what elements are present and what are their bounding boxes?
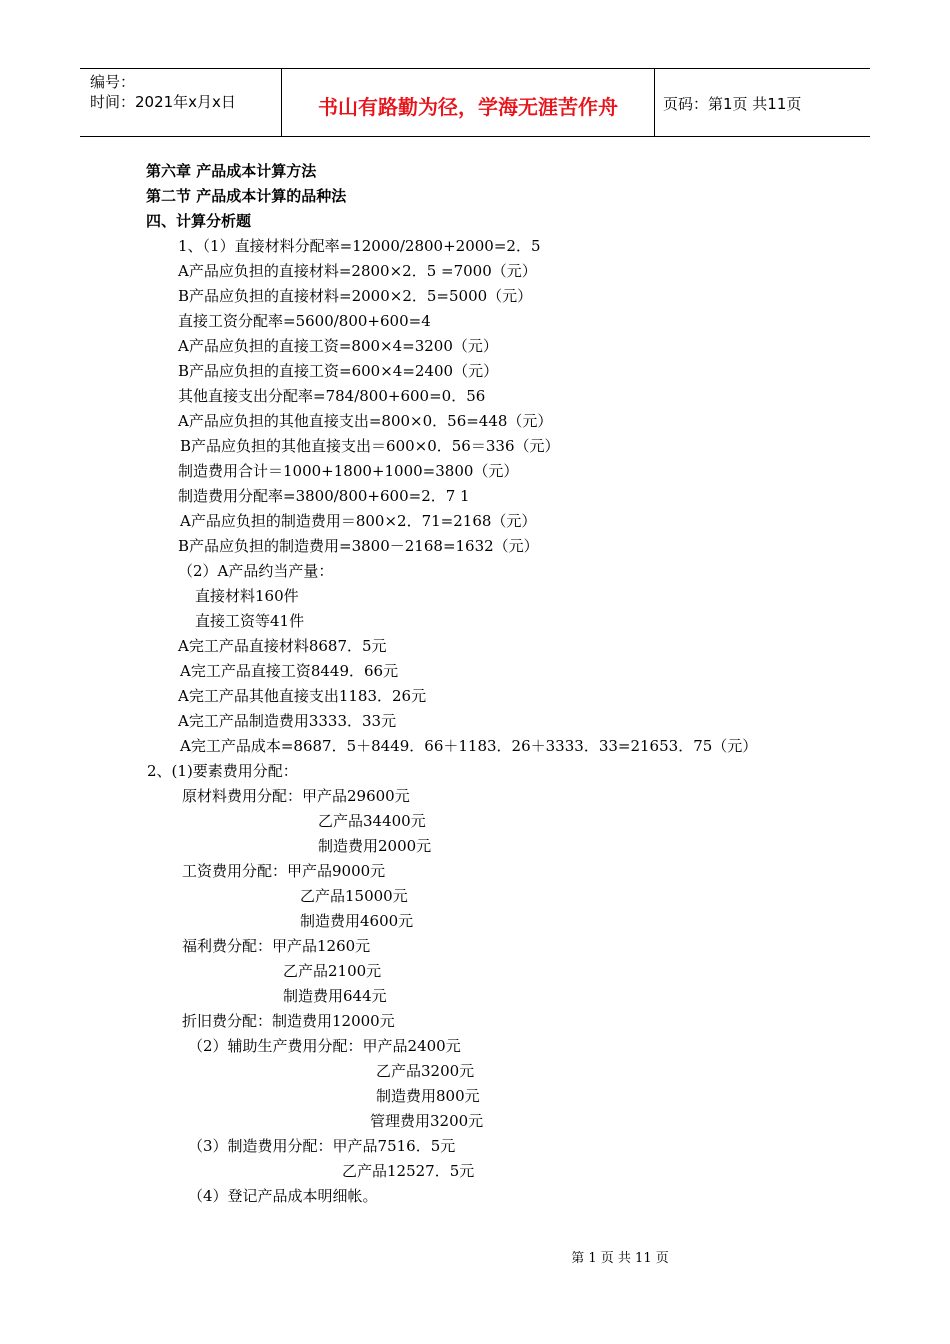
header-motto: 书山有路勤为径，学海无涯苦作舟 <box>318 95 618 119</box>
text-line: A完工产品直接工资8449．66元 <box>180 662 399 680</box>
page-footer <box>0 1247 950 1266</box>
text-line: 折旧费分配：制造费用12000元 <box>182 1012 395 1030</box>
text-line: 直接工资分配率=5600/800+600=4 <box>178 312 431 330</box>
text-line: 制造费用4600元 <box>300 912 414 930</box>
date-label: 时间：2021年x月x日 <box>90 93 236 111</box>
text-line: A产品应负担的制造费用＝800×2．71=2168（元） <box>180 512 537 530</box>
chapter-title: 第六章 产品成本计算方法 <box>146 162 317 180</box>
text-line: 管理费用3200元 <box>370 1112 484 1130</box>
text-line: B产品应负担的制造费用=3800－2168=1632（元） <box>178 537 539 555</box>
text-line: 工资费用分配：甲产品9000元 <box>182 862 386 880</box>
text-line: A完工产品制造费用3333．33元 <box>178 712 397 730</box>
text-line: 原材料费用分配：甲产品29600元 <box>182 787 410 805</box>
text-line: A完工产品其他直接支出1183．26元 <box>178 687 427 705</box>
text-line: 制造费用644元 <box>283 987 387 1005</box>
text-line: B产品应负担的直接工资=600×4=2400（元） <box>178 362 499 380</box>
text-line: （2）A产品约当产量： <box>178 562 334 580</box>
text-line: 2、(1)要素费用分配： <box>147 762 298 780</box>
page-info: 页码：第1页 共11页 <box>663 95 802 113</box>
text-line: 乙产品2100元 <box>283 962 382 980</box>
text-line: 其他直接支出分配率=784/800+600=0．56 <box>178 387 486 405</box>
text-line: 乙产品12527．5元 <box>342 1162 475 1180</box>
text-line: A产品应负担的其他直接支出=800×0．56=448（元） <box>178 412 553 430</box>
text-line: 乙产品3200元 <box>376 1062 475 1080</box>
text-line: 福利费分配：甲产品1260元 <box>182 937 371 955</box>
text-line: 乙产品34400元 <box>318 812 426 830</box>
text-line: （3）制造费用分配：甲产品7516．5元 <box>188 1137 456 1155</box>
text-line: 1、（1）直接材料分配率=12000/2800+2000=2．5 <box>178 237 541 255</box>
text-line: 制造费用分配率=3800/800+600=2．7 1 <box>178 487 470 505</box>
text-line: A产品应负担的直接材料=2800×2．5 =7000（元） <box>178 262 537 280</box>
text-line: 制造费用2000元 <box>318 837 432 855</box>
text-line: 乙产品15000元 <box>300 887 408 905</box>
number-label: 编号： <box>90 73 136 91</box>
text-line: A完工产品直接材料8687．5元 <box>178 637 387 655</box>
footer-page-number: 第 1 页 共 11 页 <box>571 1251 669 1266</box>
text-line: （2）辅助生产费用分配：甲产品2400元 <box>188 1037 461 1055</box>
text-line: A完工产品成本=8687．5＋8449．66＋1183．26＋3333．33=21653．75（元） <box>180 737 758 755</box>
text-line: A产品应负担的直接工资=800×4=3200（元） <box>178 337 498 355</box>
text-line: B产品应负担的直接材料=2000×2．5=5000（元） <box>178 287 533 305</box>
section-title: 第二节 产品成本计算的品种法 <box>146 187 347 205</box>
part-title: 四、计算分析题 <box>146 212 252 230</box>
text-line: B产品应负担的其他直接支出＝600×0．56＝336（元） <box>180 437 560 455</box>
text-line: 制造费用800元 <box>376 1087 480 1105</box>
text-line: 直接工资等41件 <box>195 612 305 630</box>
text-line: 制造费用合计＝1000+1800+1000=3800（元） <box>178 462 519 480</box>
text-line: （4）登记产品成本明细帐。 <box>188 1187 378 1205</box>
text-line: 直接材料160件 <box>195 587 299 605</box>
